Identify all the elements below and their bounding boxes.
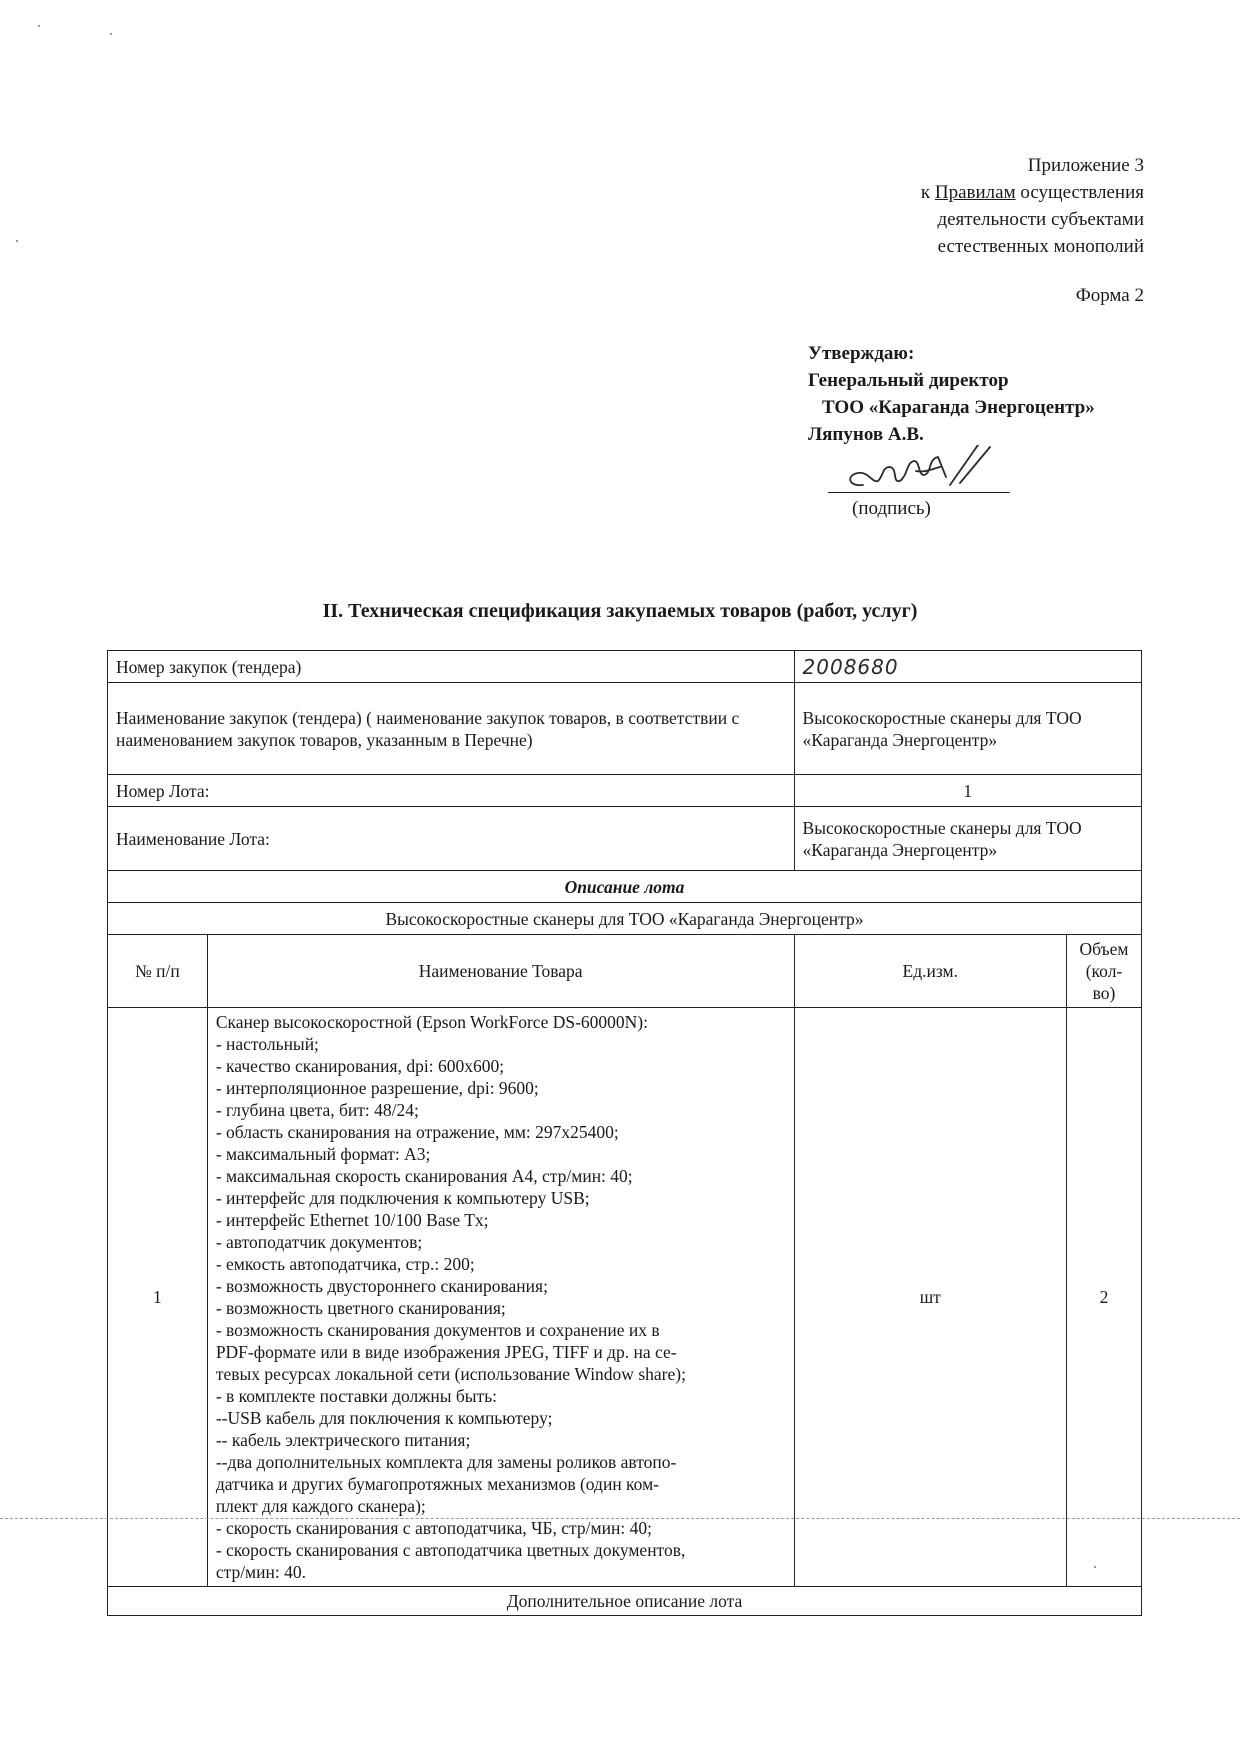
table-row (108, 871, 1142, 903)
description-line: - область сканирования на отражение, мм: 297x25400; (215, 1122, 619, 1142)
scan-speck (38, 25, 40, 27)
lot-name-label: Наименование Лота: (108, 807, 795, 871)
description-line: Сканер высокоскоростной (Epson WorkForce DS-60000N): (215, 1012, 648, 1032)
column-header-number: № п/п (108, 935, 208, 1008)
annex-line-1: Приложение 3 (1027, 155, 1144, 176)
annex-line-4: естественных монополий (937, 236, 1144, 257)
description-line: - качество сканирования, dpi: 600x600; (215, 1056, 505, 1076)
description-line: - скорость сканирования с автоподатчика, ЧБ, стр/мин: 40; (215, 1518, 652, 1538)
product-description (207, 1008, 794, 1587)
column-header-unit: Ед.изм. (794, 935, 1066, 1008)
annex-line-2 (921, 179, 1144, 206)
table-row (108, 651, 1142, 683)
description-line: --USB кабель для поключения к компьютеру; (215, 1408, 553, 1428)
lot-name-value: Высокоскоростные сканеры для ТОО «Караганда Энергоцентр» (794, 807, 1141, 871)
approval-block (808, 340, 1095, 448)
description-line: - возможность сканирования документов и сохранение их в (215, 1320, 660, 1340)
scan-speck (16, 240, 18, 242)
approval-line-3: ТОО «Караганда Энергоцентр» (822, 397, 1095, 418)
table-row (108, 807, 1142, 871)
approval-line-4: Ляпунов А.В. (808, 424, 924, 445)
column-header-name: Наименование Товара (207, 935, 794, 1008)
tender-number-value: 2008680 (794, 651, 1141, 683)
scan-speck (110, 33, 112, 35)
handwritten-signature (828, 445, 1008, 495)
rules-link[interactable]: Правилам (934, 182, 1016, 203)
description-line: тевых ресурсах локальной сети (использование Window share); (215, 1364, 686, 1384)
specification-table (107, 650, 1142, 1616)
table-row (108, 903, 1142, 935)
annex-header (921, 152, 1144, 260)
description-line: плект для каждого сканера); (215, 1496, 426, 1516)
table-row (108, 775, 1142, 807)
description-line: - возможность цветного сканирования; (215, 1298, 506, 1318)
tender-number-label: Номер закупок (тендера) (108, 651, 795, 683)
description-line: - скорость сканирования с автоподатчика цветных документов, (215, 1540, 686, 1560)
lot-number-label: Номер Лота: (108, 775, 795, 807)
table-row (108, 1008, 1142, 1587)
description-line: PDF-формате или в виде изображения JPEG, TIFF и др. на се- (215, 1342, 677, 1362)
description-line: - автоподатчик документов; (215, 1232, 423, 1252)
signature-line (828, 492, 1010, 493)
row-qty: 2 (1067, 1008, 1142, 1587)
tender-name-value: Высокоскоростные сканеры для ТОО «Караганда Энергоцентр» (794, 683, 1141, 775)
description-line: - интерфейс Ethernet 10/100 Base Tx; (215, 1210, 489, 1230)
description-line: - настольный; (215, 1034, 319, 1054)
annex-suffix: осуществления (1015, 182, 1144, 203)
lot-subtitle: Высокоскоростные сканеры для ТОО «Караганда Энергоцентр» (108, 903, 1142, 935)
description-line: - максимальный формат: А3; (215, 1144, 431, 1164)
signature-caption: (подпись) (852, 498, 931, 519)
description-line: - емкость автоподатчика, стр.: 200; (215, 1254, 475, 1274)
table-row (108, 683, 1142, 775)
annex-line-3: деятельности субъектами (937, 209, 1144, 230)
description-line: - интерфейс для подключения к компьютеру USB; (215, 1188, 590, 1208)
annex-prefix: к (920, 182, 935, 203)
lot-number-value: 1 (794, 775, 1141, 807)
description-line: -- кабель электрического питания; (215, 1430, 471, 1450)
description-line: - глубина цвета, бит: 48/24; (215, 1100, 419, 1120)
lot-description-header: Описание лота (108, 871, 1142, 903)
approval-line-2: Генеральный директор (808, 370, 1009, 391)
row-unit: шт (794, 1008, 1066, 1587)
description-line: - в комплекте поставки должны быть: (215, 1386, 498, 1406)
approval-line-1: Утверждаю: (808, 343, 915, 364)
description-line: - интерполяционное разрешение, dpi: 9600; (215, 1078, 539, 1098)
additional-description: Дополнительное описание лота (108, 1587, 1142, 1616)
form-label: Форма 2 (1075, 285, 1144, 306)
scan-artifact-line (0, 1518, 1240, 1519)
tender-name-label: Наименование закупок (тендера) ( наименование закупок товаров, в соответствии с наименованием закупок товаров, указанным в Перечне) (108, 683, 795, 775)
row-number: 1 (108, 1008, 208, 1587)
column-header-qty: Объем (кол-во) (1067, 935, 1142, 1008)
table-header-row (108, 935, 1142, 1008)
description-line: - возможность двустороннего сканирования; (215, 1276, 548, 1296)
table-row (108, 1587, 1142, 1616)
description-line: стр/мин: 40. (215, 1562, 306, 1582)
description-line: датчика и других бумагопротяжных механизмов (один ком- (215, 1474, 659, 1494)
description-line: - максимальная скорость сканирования А4, стр/мин: 40; (215, 1166, 633, 1186)
section-title: II. Техническая спецификация закупаемых товаров (работ, услуг) (322, 600, 918, 622)
description-line: --два дополнительных комплекта для замены роликов автопо- (215, 1452, 677, 1472)
